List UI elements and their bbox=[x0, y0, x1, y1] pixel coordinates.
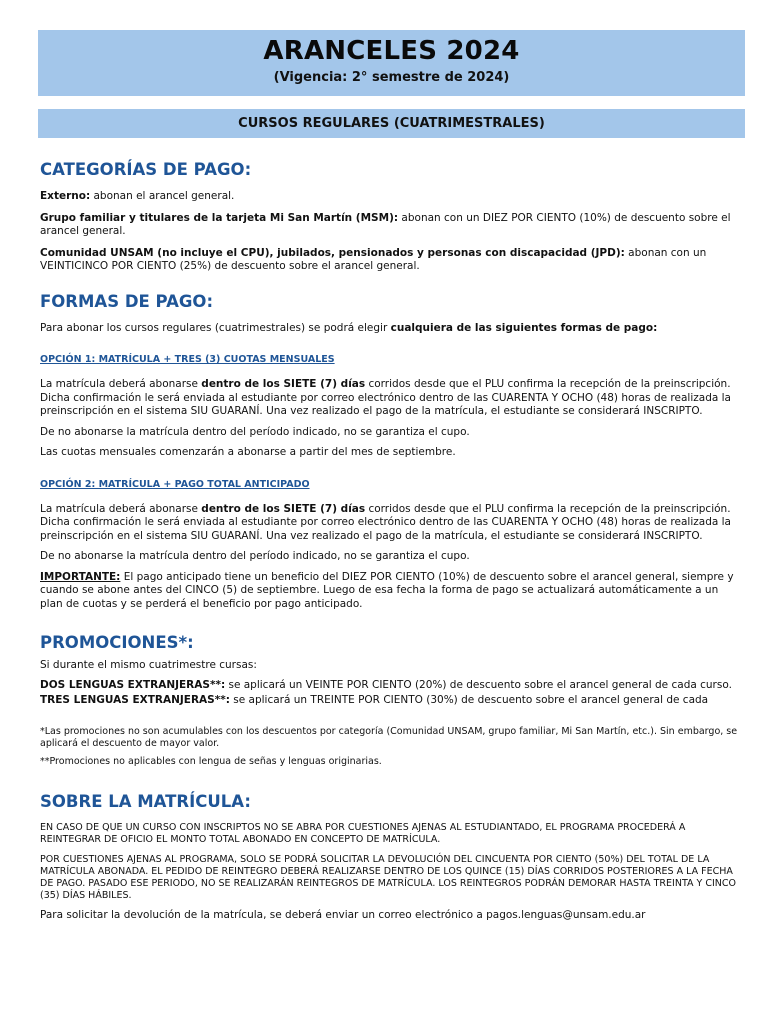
opcion2-paragraph: La matrícula deberá abonarse dentro de los SIETE (7) días corridos desde que el PLU confirma la recepción de la preinscripción. Dicha confirmación le será enviada al estudiante por correo electrónico dentro de las CUARENTA Y OCHO (48) horas de realizada la preinscripción en el sistema SIU GUARANÍ. Una vez realizado el pago de la matrícula, el estudiante se considerará INSCRIPTO. bbox=[40, 502, 731, 542]
opcion1-cupo: De no abonarse la matrícula dentro del período indicado, no se garantiza el cupo. bbox=[40, 425, 470, 438]
matricula-paragraph-2: POR CUESTIONES AJENAS AL PROGRAMA, SOLO SE PODRÁ SOLICITAR LA DEVOLUCIÓN DEL CINCUENTA POR CIENTO (50%) DEL TOTAL DE LA MATRÍCULA ABONADA. EL PEDIDO DE REINTEGRO DEBERÁ REALIZARSE DENTRO DE LOS QUINCE (15) DÍAS CORRIDOS POSTERIORES A LA FECHA DE PAGO. PASADO ESE PERIODO, NO SE REALIZARÁN REINTEGROS DE MATRÍCULA. LOS REINTEGROS PODRÁN DEMORAR HASTA TREINTA Y CINCO (35) DÍAS HÁBILES. bbox=[40, 854, 737, 901]
categoria-jpd: Comunidad UNSAM (no incluye el CPU), jubilados, pensionados y personas con discapacidad (JPD): abonan con un VEINTICINCO POR CIENTO (25%) de descuento sobre el arancel general. bbox=[40, 246, 707, 272]
promo-note-1: *Las promociones no son acumulables con los descuentos por categoría (Comunidad UNSAM, grupo familiar, Mi San Martín, etc.). Sin embargo, se aplicará el descuento de mayor valor. bbox=[40, 725, 738, 749]
title-banner bbox=[38, 30, 745, 96]
page-title: ARANCELES 2024 bbox=[263, 36, 520, 66]
promo-dos-lenguas: DOS LENGUAS EXTRANJERAS**: se aplicará un VEINTE POR CIENTO (20%) de descuento sobre el arancel general de cada curso. bbox=[40, 678, 732, 691]
promociones-heading: PROMOCIONES*: bbox=[40, 633, 194, 652]
document-body bbox=[40, 160, 740, 923]
opcion1-title: OPCIÓN 1: MATRÍCULA + TRES (3) CUOTAS MENSUALES bbox=[40, 354, 335, 365]
categoria-msm: Grupo familiar y titulares de la tarjeta Mi San Martín (MSM): abonan con un DIEZ POR CIENTO (10%) de descuento sobre el arancel general. bbox=[40, 211, 731, 237]
categoria-externo: Externo: abonan el arancel general. bbox=[40, 190, 235, 202]
matricula-contact: Para solicitar la devolución de la matrícula, se deberá enviar un correo electrónico a pagos.lenguas@unsam.edu.ar bbox=[40, 909, 646, 921]
opcion2-title: OPCIÓN 2: MATRÍCULA + PAGO TOTAL ANTICIPADO bbox=[40, 478, 310, 490]
formas-intro: Para abonar los cursos regulares (cuatrimestrales) se podrá elegir cualquiera de las siguientes formas de pago: bbox=[40, 321, 658, 334]
page-subtitle: (Vigencia: 2° semestre de 2024) bbox=[273, 70, 510, 85]
promo-tres-lenguas: TRES LENGUAS EXTRANJERAS**: se aplicará un TREINTE POR CIENTO (30%) de descuento sobre el arancel general de cada bbox=[40, 694, 709, 706]
promociones-intro: Si durante el mismo cuatrimestre cursas: bbox=[40, 659, 257, 671]
opcion1-paragraph: La matrícula deberá abonarse dentro de los SIETE (7) días corridos desde que el PLU confirma la recepción de la preinscripción. Dicha confirmación le será enviada al estudiante por correo electrónico dentro de las CUARENTA Y OCHO (48) horas de realizada la preinscripción en el sistema SIU GUARANÍ. Una vez realizado el pago de la matrícula, el estudiante se considerará INSCRIPTO. bbox=[40, 378, 731, 417]
matricula-paragraph-1: EN CASO DE QUE UN CURSO CON INSCRIPTOS NO SE ABRA POR CUESTIONES AJENAS AL ESTUDIANTADO, EL PROGRAMA PROCEDERÁ A REINTEGRAR DE OFICIO EL MONTO TOTAL ABONADO EN CONCEPTO DE MATRÍCULA. bbox=[40, 822, 686, 845]
opcion2-importante: IMPORTANTE: El pago anticipado tiene un beneficio del DIEZ POR CIENTO (10%) de descuento sobre el arancel general, siempre y cuando se abone antes del CINCO (5) de septiembre. Luego de esa fecha la forma de pago se actualizará automáticamente a un plan de cuotas y se perderá el beneficio por pago anticipado. bbox=[40, 570, 734, 610]
promo-note-2: **Promociones no aplicables con lengua de señas y lenguas originarias. bbox=[40, 755, 382, 767]
opcion1-cuotas: Las cuotas mensuales comenzarán a abonarse a partir del mes de septiembre. bbox=[40, 446, 456, 458]
categorias-heading: CATEGORÍAS DE PAGO: bbox=[40, 160, 252, 179]
matricula-heading: SOBRE LA MATRÍCULA: bbox=[40, 792, 251, 811]
section-bar: CURSOS REGULARES (CUATRIMESTRALES) bbox=[38, 109, 745, 138]
opcion2-cupo: De no abonarse la matrícula dentro del período indicado, no se garantiza el cupo. bbox=[40, 550, 470, 562]
formas-heading: FORMAS DE PAGO: bbox=[40, 291, 214, 311]
